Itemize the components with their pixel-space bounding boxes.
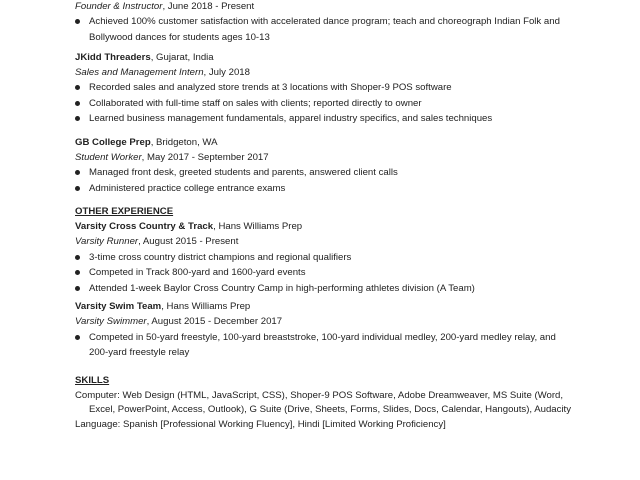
bullet-text: Competed in Track 800-yard and 1600-yard events [89,267,306,278]
bullet-text: Achieved 100% customer satisfaction with accelerated dance program; teach and choreograph Indian Folk and [89,16,560,27]
skills-computer-continued: Excel, PowerPoint, Access, Outlook), G Suite (Drive, Sheets, Forms, Slides, Docs, Calendar, Hangouts), Audacity [89,404,572,415]
activity-role-line [75,235,238,248]
job-role: Founder & Instructor [75,1,163,12]
bullet-icon [75,255,80,260]
company-line [75,136,218,149]
bullet-icon [75,335,80,340]
job-title-line [75,0,254,13]
activity-school: , Hans Williams Prep [213,221,303,232]
bullet-text: 3-time cross country district champions and regional qualifiers [89,252,352,263]
activity-role-line [75,315,282,328]
bullet-text: Attended 1-week Baylor Cross Country Camp in high-performing athletes division (A Team) [89,283,475,294]
bullet-text-continued: Bollywood dances for students ages 10-13 [89,32,270,43]
company-name: GB College Prep [75,137,151,148]
bullet-icon [75,270,80,275]
job-role: Student Worker [75,152,142,163]
activity-dates: , August 2015 - Present [138,236,239,247]
bullet-text: Collaborated with full-time staff on sales with clients; reported directly to owner [89,98,422,109]
company-line [75,51,214,64]
bullet-text: Administered practice college entrance exams [89,183,286,194]
bullet-icon [75,116,80,121]
job-dates: , May 2017 - September 2017 [141,152,269,163]
company-name: JKidd Threaders [75,52,151,63]
bullet-text: Managed front desk, greeted students and parents, answered client calls [89,167,398,178]
job-title-line [75,66,250,79]
company-location: , Bridgeton, WA [150,137,218,148]
bullet-icon [75,19,80,24]
section-heading-other-experience: OTHER EXPERIENCE [75,206,174,217]
job-role: Sales and Management Intern [75,67,204,78]
bullet-icon [75,286,80,291]
activity-school: , Hans Williams Prep [161,301,251,312]
bullet-text: Learned business management fundamentals, apparel industry specifics, and sales techniques [89,113,493,124]
job-dates: , June 2018 - Present [162,1,255,12]
bullet-text: Competed in 50-yard freestyle, 100-yard breaststroke, 100-yard individual medley, 200-yard medley relay, and [89,332,556,343]
activity-line [75,300,250,313]
skills-language: Language: Spanish [Professional Working Fluency], Hindi [Limited Working Proficiency] [75,419,446,430]
activity-role: Varsity Runner [75,236,139,247]
job-title-line [75,151,269,164]
bullet-text: Recorded sales and analyzed store trends at 3 locations with Shoper-9 POS software [89,82,452,93]
job-dates: , July 2018 [203,67,250,78]
activity-line [75,220,302,233]
bullet-icon [75,170,80,175]
company-location: , Gujarat, India [150,52,214,63]
bullet-icon [75,85,80,90]
section-heading-skills: SKILLS [75,375,110,386]
activity-name: Varsity Cross Country & Track [75,221,214,232]
activity-role: Varsity Swimmer [75,316,147,327]
skills-computer: Computer: Web Design (HTML, JavaScript, CSS), Shoper-9 POS Software, Adobe Dreamweaver, MS Suite (Word, [75,390,564,401]
bullet-text-continued: 200-yard freestyle relay [89,347,190,358]
activity-dates: , August 2015 - December 2017 [146,316,283,327]
activity-name: Varsity Swim Team [75,301,162,312]
bullet-icon [75,186,80,191]
bullet-icon [75,101,80,106]
